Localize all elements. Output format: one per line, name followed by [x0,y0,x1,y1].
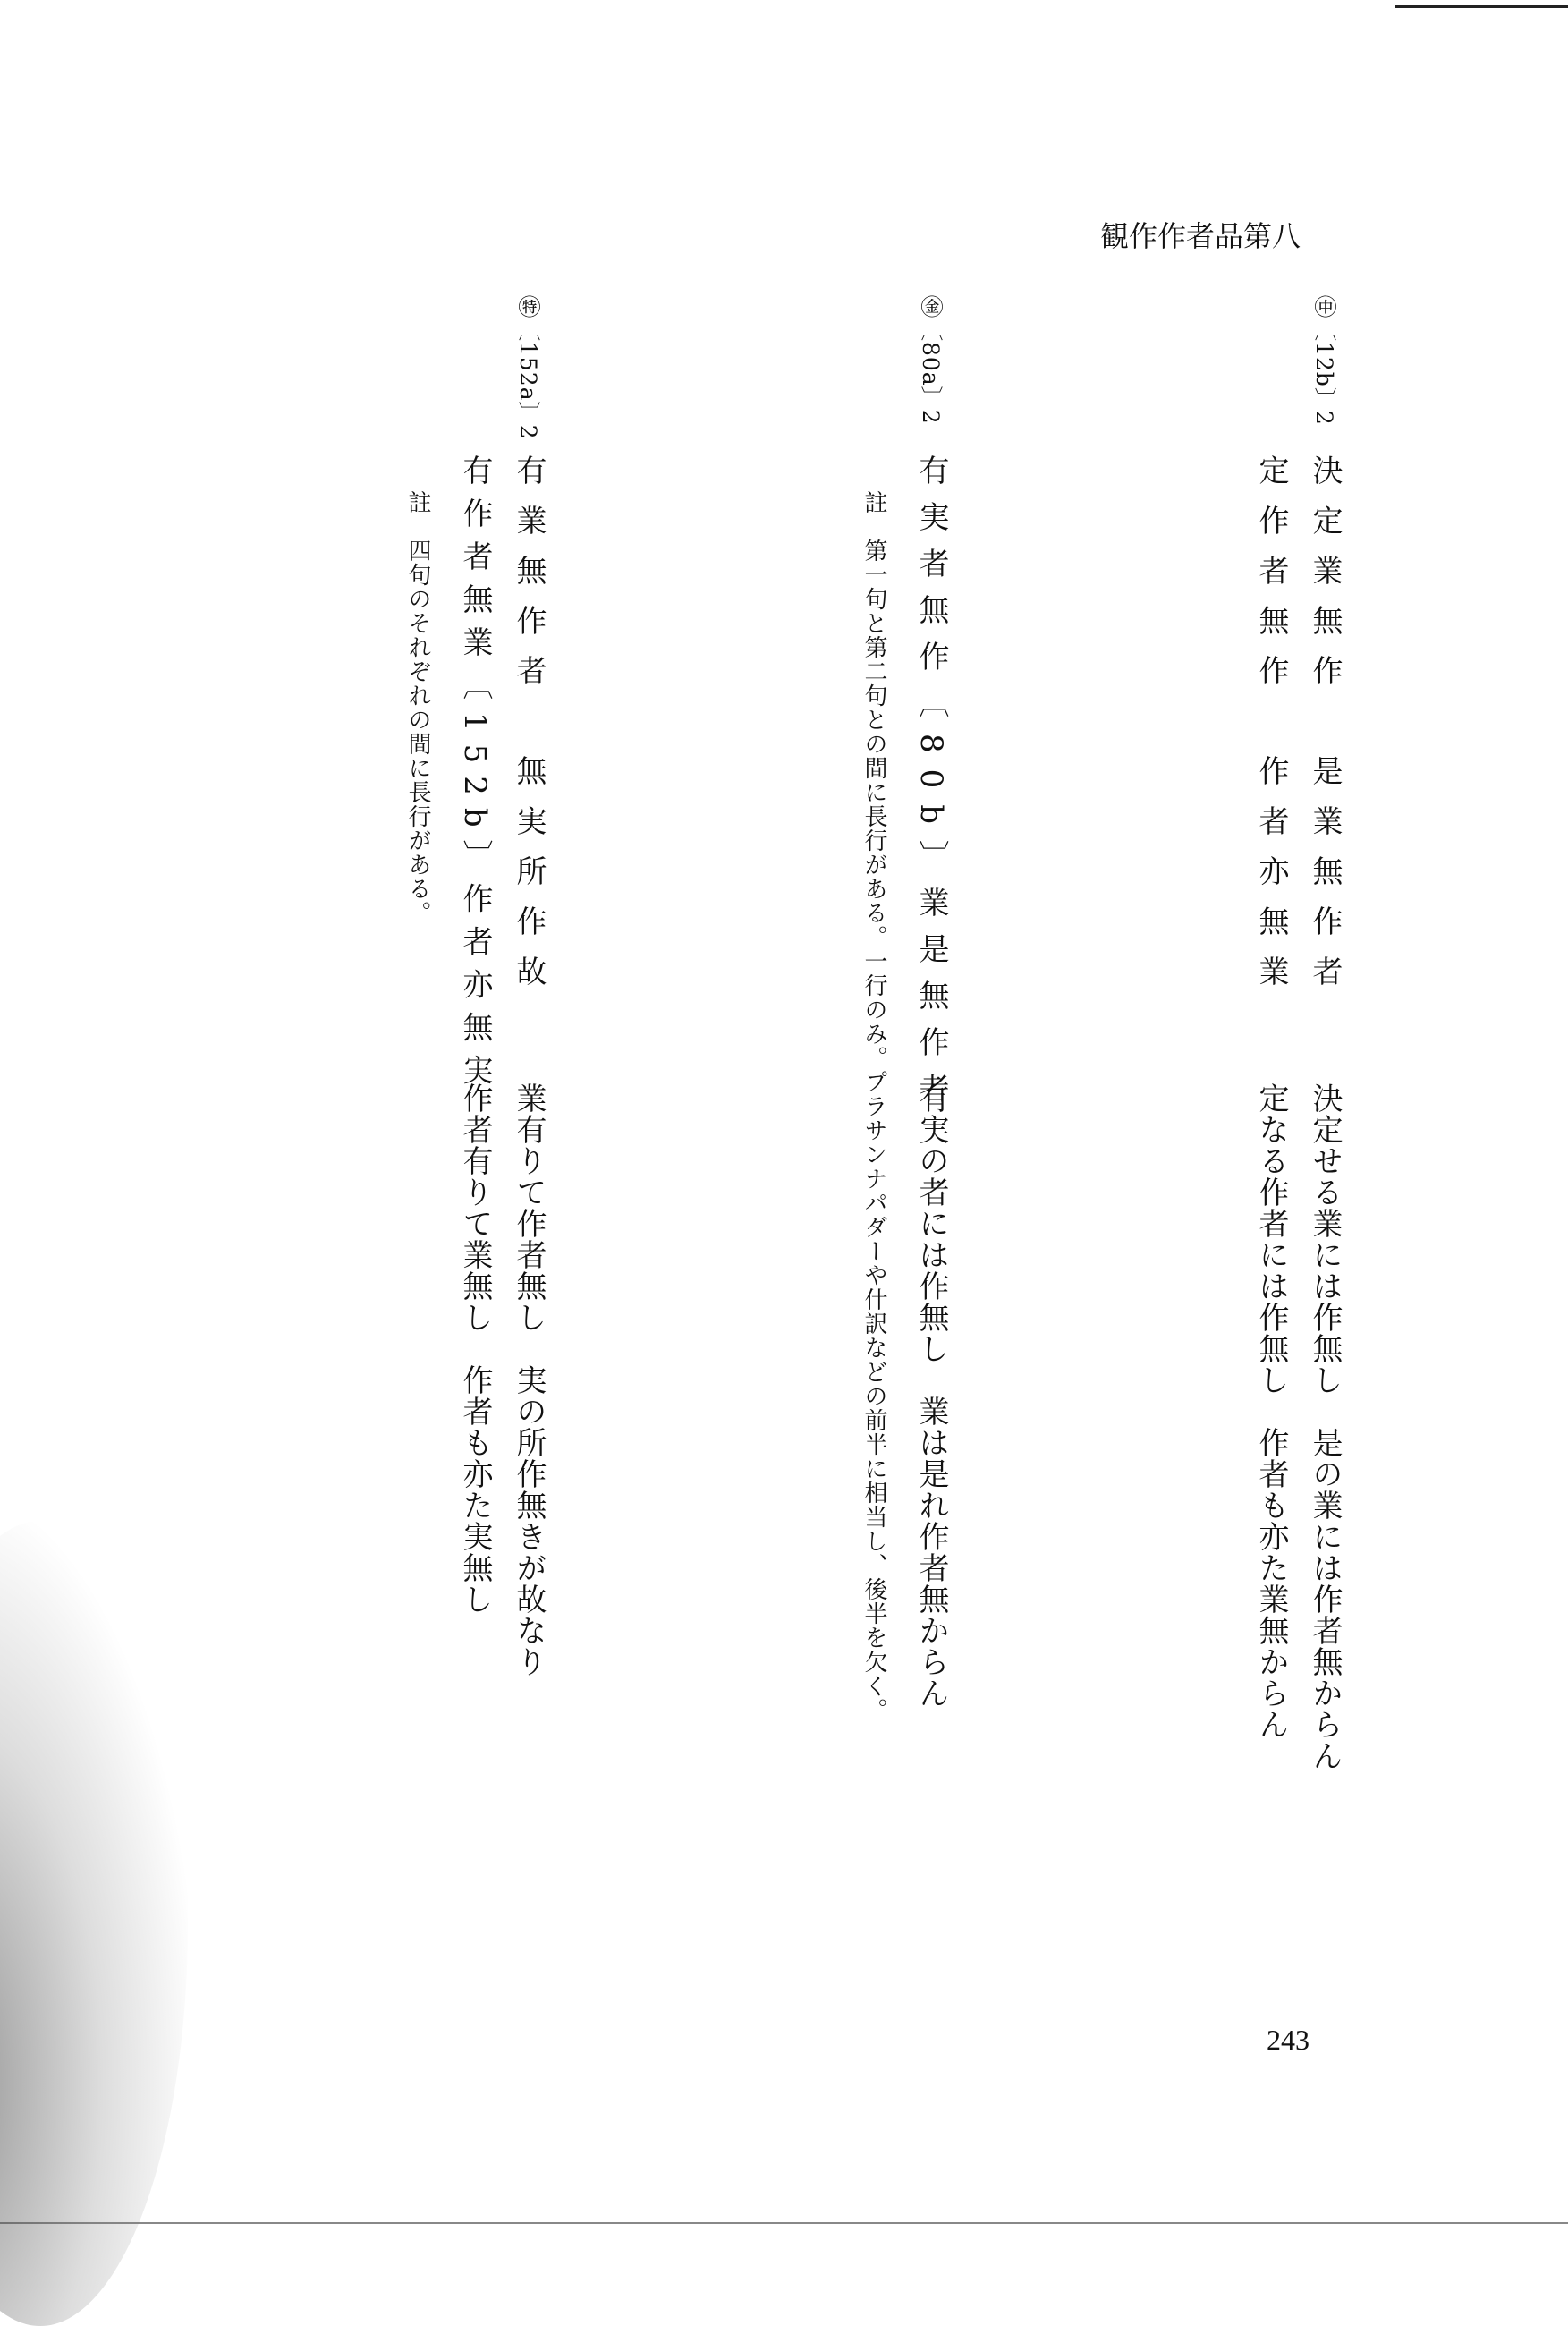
section-1-label: ㊥〔12b〕2 [1311,295,1337,426]
section-2-reading-line-1: 有実の者には作無し 業は是れ作者無からん [913,1082,949,1709]
section-3-label: ㊕〔152a〕2 [515,295,541,440]
section-1-reading-line-2: 定なる作者には作無し 作者も亦た業無からん [1253,1082,1289,1740]
section-3-verse-line-1: 有業無作者 無実所作故 [511,454,547,1006]
scan-shadow [0,1521,188,2326]
section-1-verse-line-1: 決定業無作 是業無作者 [1307,454,1343,1006]
scan-edge-line [1395,5,1568,8]
section-3-note: 註 四句のそれぞれの間に長行がある。 [404,490,431,925]
section-2-verse-line-1: 有実者無作〔80b〕業是無作者 [913,454,949,1120]
section-1-verse-line-2: 定作者無作 作者亦無業 [1253,454,1289,1006]
section-2-note: 註 第一句と第二句との間に長行がある。一行のみ。プラサンナパダーや什訳などの前半に相当し、後半を欠く。 [860,490,887,1722]
section-3-reading-line-1: 業有りて作者無し 実の所作無きが故なり [511,1082,547,1677]
chapter-title: 観作作者品第八 [1100,219,1301,253]
section-1-reading-line-1: 決定せる業には作無し 是の業には作者無からん [1307,1082,1343,1771]
section-3-verse-line-2: 有作者無業〔152b〕作者亦無実 [457,454,493,1098]
scan-bottom-line [0,2222,1568,2224]
section-3-reading-line-2: 作者有りて業無し 作者も亦た実無し [457,1082,493,1615]
section-2-label: ㊎〔80a〕2 [918,295,944,425]
page-number: 243 [1267,2024,1309,2056]
